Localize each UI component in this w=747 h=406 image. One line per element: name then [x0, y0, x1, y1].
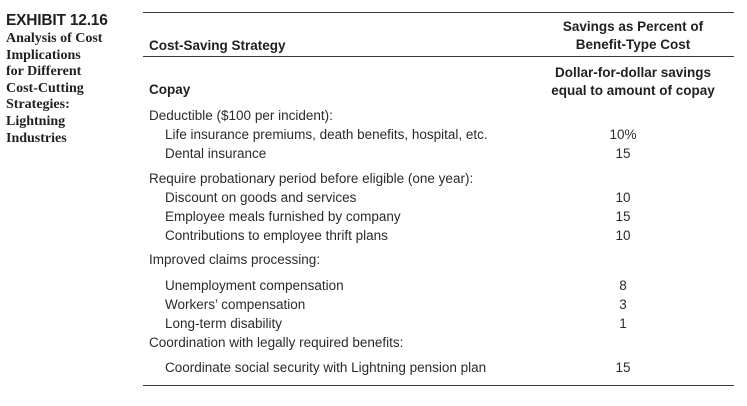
row-value: 15 — [615, 209, 631, 224]
row-label: Dental insurance — [165, 146, 267, 161]
table-bottom-rule — [143, 385, 734, 386]
copay-savings-line: equal to amount of copay — [551, 83, 715, 98]
caption-line: Lightning — [6, 113, 66, 129]
row-value: 10 — [615, 228, 631, 243]
caption-line: Cost-Cutting — [6, 80, 84, 96]
exhibit-label: EXHIBIT 12.16 — [6, 12, 108, 29]
exhibit-sidebar — [6, 12, 136, 147]
row-value: 3 — [619, 297, 627, 312]
caption-line: Implications — [6, 47, 81, 63]
row-label: Deductible ($100 per incident): — [149, 108, 333, 123]
table-row — [143, 360, 734, 378]
table-row-group — [143, 335, 734, 353]
copay-savings-line: Dollar-for-dollar savings — [554, 65, 712, 80]
column-header-savings-line: Benefit-Type Cost — [575, 37, 691, 52]
row-label: Contributions to employee thrift plans — [165, 228, 388, 243]
column-header-strategy: Cost-Saving Strategy — [149, 38, 286, 53]
copay-label: Copay — [149, 82, 191, 97]
copay-savings — [533, 64, 733, 100]
caption-line: Analysis of Cost — [6, 31, 103, 46]
row-label: Improved claims processing: — [149, 252, 321, 267]
table-row — [143, 127, 734, 145]
table-row-group — [143, 171, 734, 189]
row-label: Life insurance premiums, death benefits, hospital, etc. — [165, 127, 488, 142]
table-row — [143, 278, 734, 296]
table-row — [143, 228, 734, 246]
table-row — [143, 190, 734, 208]
header-rule — [143, 56, 734, 57]
row-value: 15 — [615, 360, 631, 375]
row-value: 10% — [609, 127, 637, 142]
row-label: Require probationary period before eligible (one year): — [149, 171, 474, 186]
row-label: Unemployment compensation — [165, 278, 344, 293]
row-value: 15 — [615, 146, 631, 161]
row-value: 10 — [615, 190, 631, 205]
table-row-group — [143, 108, 734, 126]
table-row — [143, 209, 734, 227]
caption-line: for Different — [6, 64, 82, 80]
row-label: Employee meals furnished by company — [165, 209, 401, 224]
table-row — [143, 316, 734, 334]
column-header-savings — [533, 18, 733, 54]
caption-line: Industries — [6, 130, 67, 146]
table-top-rule — [143, 12, 734, 13]
row-value: 8 — [619, 278, 627, 293]
table-row — [143, 297, 734, 315]
row-label: Coordinate social security with Lightning pension plan — [165, 360, 487, 375]
row-value: 1 — [619, 316, 627, 331]
row-label: Discount on goods and services — [165, 190, 357, 205]
caption-line: Strategies: — [6, 97, 70, 113]
table-row-group — [143, 252, 734, 270]
exhibit-caption — [6, 31, 136, 147]
row-label: Coordination with legally required benefits: — [149, 335, 404, 350]
table-row — [143, 146, 734, 164]
row-label: Long-term disability — [165, 316, 283, 331]
row-label: Workers’ compensation — [165, 297, 306, 312]
column-header-savings-line: Savings as Percent of — [562, 19, 704, 34]
